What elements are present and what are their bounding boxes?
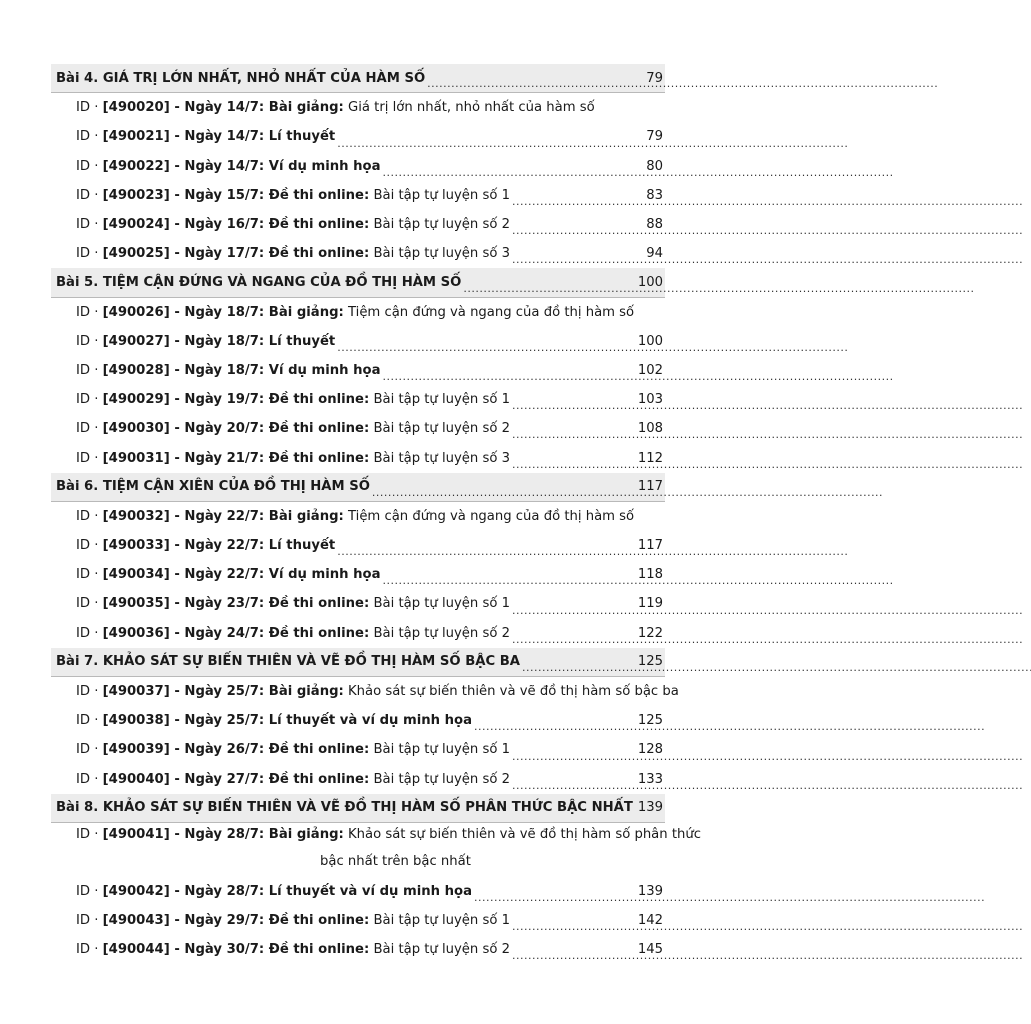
lesson-date: - Ngày 16/7:: [169, 217, 269, 233]
lesson-type: Lí thuyết: [268, 333, 336, 349]
lesson-code: [490033]: [102, 538, 170, 554]
lesson-description-continued: bậc nhất trên bậc nhất: [320, 854, 471, 870]
lesson-code: [490031]: [102, 450, 170, 466]
dot-leader: [512, 774, 636, 794]
dot-leader: [512, 599, 636, 619]
lesson-code: [490040]: [102, 771, 170, 787]
lesson-code: [490042]: [102, 883, 170, 899]
page-number: 79: [646, 129, 663, 145]
lesson-type: Đề thi online:: [268, 625, 370, 641]
lesson-code: [490032]: [102, 508, 170, 524]
lesson-description: Khảo sát sự biến thiên và vẽ đồ thị hàm số bậc ba: [343, 684, 679, 700]
lesson-type: Đề thi online:: [268, 913, 370, 929]
lesson-code: [490041]: [102, 827, 170, 843]
id-prefix: ID ·: [76, 392, 103, 408]
toc-entry[interactable]: [76, 210, 665, 239]
lesson-code: [490022]: [102, 158, 170, 174]
toc-entry[interactable]: [76, 122, 665, 151]
lesson-code: [490024]: [102, 217, 170, 233]
toc-entry[interactable]: [76, 589, 665, 618]
dot-leader: [372, 481, 636, 501]
toc-entry-continuation: [76, 847, 665, 877]
toc-entry[interactable]: [76, 906, 665, 935]
lesson-code: [490021]: [102, 129, 170, 145]
dot-leader: [512, 219, 644, 239]
page-number: 100: [637, 333, 663, 349]
lesson-code: [490027]: [102, 333, 170, 349]
lesson-description: Bài tập tự luyện số 1: [369, 596, 510, 612]
dot-leader: [512, 190, 644, 210]
lesson-description: Tiệm cận đứng và ngang của đồ thị hàm số: [343, 508, 635, 524]
id-prefix: ID ·: [76, 827, 103, 843]
page-number: 102: [637, 362, 663, 378]
lesson-code: [490043]: [102, 913, 170, 929]
page-number: 94: [646, 246, 663, 262]
lesson-date: - Ngày 30/7:: [169, 942, 269, 958]
lesson-date: - Ngày 15/7:: [169, 187, 269, 203]
lesson-description: Bài tập tự luyện số 2: [369, 421, 510, 437]
lesson-type: Bài giảng:: [268, 827, 344, 843]
toc-entry[interactable]: [76, 327, 665, 356]
lesson-type: Đề thi online:: [268, 187, 370, 203]
page-number: 83: [646, 187, 663, 203]
lesson-date: - Ngày 14/7:: [169, 158, 269, 174]
toc-section-heading[interactable]: [51, 64, 665, 93]
lesson-date: - Ngày 23/7:: [169, 596, 269, 612]
dot-leader: [512, 628, 636, 648]
lesson-date: - Ngày 22/7:: [169, 567, 269, 583]
page-number: 117: [637, 479, 663, 495]
section-title: Bài 8. KHẢO SÁT SỰ BIẾN THIÊN VÀ VẼ ĐỒ THỊ HÀM SỐ PHÂN THỨC BẬC NHẤT: [56, 800, 633, 816]
dot-leader: [512, 394, 636, 414]
lesson-date: - Ngày 19/7:: [169, 392, 269, 408]
dot-leader: [512, 745, 636, 765]
dot-leader: [635, 802, 636, 822]
lesson-type: Đề thi online:: [268, 771, 370, 787]
lesson-code: [490036]: [102, 625, 170, 641]
lesson-code: [490026]: [102, 304, 170, 320]
id-prefix: ID ·: [76, 538, 103, 554]
lesson-code: [490028]: [102, 362, 170, 378]
lesson-description: Bài tập tự luyện số 3: [369, 246, 510, 262]
page-number: 119: [637, 596, 663, 612]
lesson-description: Bài tập tự luyện số 1: [369, 913, 510, 929]
toc-entry[interactable]: [76, 181, 665, 210]
page-number: 88: [646, 217, 663, 233]
page-number: 118: [637, 567, 663, 583]
lesson-code: [490034]: [102, 567, 170, 583]
toc-entry[interactable]: [76, 356, 665, 385]
id-prefix: ID ·: [76, 158, 103, 174]
lesson-type: Ví dụ minh họa: [268, 362, 381, 378]
toc-entry[interactable]: [76, 877, 665, 906]
dot-leader: [512, 423, 636, 443]
id-prefix: ID ·: [76, 421, 103, 437]
lesson-code: [490035]: [102, 596, 170, 612]
page-number: 117: [637, 538, 663, 554]
toc-entry[interactable]: [76, 935, 665, 964]
page-number: 125: [637, 713, 663, 729]
lesson-description: Bài tập tự luyện số 2: [369, 217, 510, 233]
lesson-date: - Ngày 25/7:: [169, 713, 269, 729]
id-prefix: ID ·: [76, 625, 103, 641]
lesson-date: - Ngày 26/7:: [169, 742, 269, 758]
id-prefix: ID ·: [76, 100, 103, 116]
page-number: 112: [637, 450, 663, 466]
lesson-date: - Ngày 18/7:: [169, 304, 269, 320]
toc-section-heading[interactable]: [51, 794, 665, 823]
lesson-type: Lí thuyết và ví dụ minh họa: [268, 883, 473, 899]
toc-entry[interactable]: [76, 531, 665, 560]
page-number: 100: [637, 274, 663, 290]
toc-entry[interactable]: [76, 765, 665, 794]
lesson-type: Lí thuyết: [268, 538, 336, 554]
lesson-description: Bài tập tự luyện số 1: [369, 392, 510, 408]
lesson-type: Bài giảng:: [268, 684, 344, 700]
toc-section-heading[interactable]: [51, 268, 665, 297]
lesson-code: [490023]: [102, 187, 170, 203]
page-number: 128: [637, 742, 663, 758]
dot-leader: [474, 886, 636, 906]
lesson-type: Đề thi online:: [268, 450, 370, 466]
section-title: Bài 5. TIỆM CẬN ĐỨNG VÀ NGANG CỦA ĐỒ THỊ HÀM SỐ: [56, 274, 462, 290]
dot-leader: [512, 453, 636, 473]
lesson-date: - Ngày 28/7:: [169, 827, 269, 843]
dot-leader: [383, 365, 636, 385]
id-prefix: ID ·: [76, 942, 103, 958]
id-prefix: ID ·: [76, 713, 103, 729]
page-number: 139: [637, 800, 663, 816]
toc-entry[interactable]: [76, 239, 665, 268]
id-prefix: ID ·: [76, 450, 103, 466]
lesson-code: [490025]: [102, 246, 170, 262]
dot-leader: [337, 132, 644, 152]
dot-leader: [522, 656, 636, 676]
lesson-description: Khảo sát sự biến thiên và vẽ đồ thị hàm số phân thức: [343, 827, 701, 843]
page-number: 125: [637, 654, 663, 670]
lesson-code: [490038]: [102, 713, 170, 729]
toc-entry[interactable]: [76, 443, 665, 472]
dot-leader: [512, 944, 636, 964]
lesson-date: - Ngày 22/7:: [169, 508, 269, 524]
lesson-description: Giá trị lớn nhất, nhỏ nhất của hàm số: [343, 100, 595, 116]
dot-leader: [512, 915, 636, 935]
lesson-description: Bài tập tự luyện số 3: [369, 450, 510, 466]
id-prefix: ID ·: [76, 596, 103, 612]
lesson-type: Lí thuyết và ví dụ minh họa: [268, 713, 473, 729]
toc-entry[interactable]: [76, 152, 665, 181]
toc-entry[interactable]: [76, 706, 665, 735]
dot-leader: [383, 569, 636, 589]
lesson-code: [490044]: [102, 942, 170, 958]
lesson-date: - Ngày 22/7:: [169, 538, 269, 554]
id-prefix: ID ·: [76, 304, 103, 320]
id-prefix: ID ·: [76, 217, 103, 233]
lesson-type: Ví dụ minh họa: [268, 158, 381, 174]
dot-leader: [474, 715, 636, 735]
lesson-type: Đề thi online:: [268, 742, 370, 758]
lesson-description: Bài tập tự luyện số 2: [369, 942, 510, 958]
page-number: 108: [637, 421, 663, 437]
id-prefix: ID ·: [76, 913, 103, 929]
table-of-contents: [0, 64, 721, 964]
page-number: 103: [637, 392, 663, 408]
lesson-description: Bài tập tự luyện số 1: [369, 742, 510, 758]
lesson-type: Bài giảng:: [268, 100, 344, 116]
id-prefix: ID ·: [76, 362, 103, 378]
lesson-type: Bài giảng:: [268, 304, 344, 320]
lesson-type: Lí thuyết: [268, 129, 336, 145]
toc-entry[interactable]: [76, 735, 665, 764]
toc-entry[interactable]: [76, 414, 665, 443]
page-number: 79: [646, 70, 663, 86]
lesson-date: - Ngày 18/7:: [169, 333, 269, 349]
lesson-date: - Ngày 20/7:: [169, 421, 269, 437]
lesson-type: Đề thi online:: [268, 246, 370, 262]
dot-leader: [427, 72, 644, 92]
toc-entry[interactable]: [76, 619, 665, 648]
id-prefix: ID ·: [76, 129, 103, 145]
lesson-description: Bài tập tự luyện số 2: [369, 771, 510, 787]
lesson-date: - Ngày 28/7:: [169, 883, 269, 899]
dot-leader: [512, 248, 644, 268]
lesson-type: Đề thi online:: [268, 421, 370, 437]
lesson-date: - Ngày 18/7:: [169, 362, 269, 378]
lesson-code: [490030]: [102, 421, 170, 437]
id-prefix: ID ·: [76, 684, 103, 700]
page-number: 80: [646, 158, 663, 174]
lesson-description: Tiệm cận đứng và ngang của đồ thị hàm số: [343, 304, 635, 320]
lesson-code: [490029]: [102, 392, 170, 408]
lesson-code: [490037]: [102, 684, 170, 700]
lesson-description: Bài tập tự luyện số 1: [369, 187, 510, 203]
dot-leader: [463, 277, 635, 297]
id-prefix: ID ·: [76, 742, 103, 758]
section-title: Bài 4. GIÁ TRỊ LỚN NHẤT, NHỎ NHẤT CỦA HÀM SỐ: [56, 70, 426, 86]
page-number: 133: [637, 771, 663, 787]
lesson-date: - Ngày 21/7:: [169, 450, 269, 466]
toc-entry[interactable]: [76, 502, 665, 531]
dot-leader: [383, 161, 645, 181]
lesson-type: Đề thi online:: [268, 392, 370, 408]
lesson-type: Ví dụ minh họa: [268, 567, 381, 583]
id-prefix: ID ·: [76, 771, 103, 787]
id-prefix: ID ·: [76, 187, 103, 203]
section-title: Bài 7. KHẢO SÁT SỰ BIẾN THIÊN VÀ VẼ ĐỒ THỊ HÀM SỐ BẬC BA: [56, 654, 520, 670]
page-number: 142: [637, 913, 663, 929]
lesson-code: [490020]: [102, 100, 170, 116]
lesson-description: Bài tập tự luyện số 2: [369, 625, 510, 641]
lesson-date: - Ngày 14/7:: [169, 100, 269, 116]
toc-entry[interactable]: [76, 385, 665, 414]
toc-entry[interactable]: [76, 93, 665, 122]
id-prefix: ID ·: [76, 246, 103, 262]
lesson-type: Đề thi online:: [268, 942, 370, 958]
toc-entry[interactable]: [76, 298, 665, 327]
page-number: 122: [637, 625, 663, 641]
lesson-code: [490039]: [102, 742, 170, 758]
toc-section-heading[interactable]: [51, 648, 665, 677]
lesson-date: - Ngày 14/7:: [169, 129, 269, 145]
section-title: Bài 6. TIỆM CẬN XIÊN CỦA ĐỒ THỊ HÀM SỐ: [56, 479, 370, 495]
lesson-date: - Ngày 25/7:: [169, 684, 269, 700]
toc-entry[interactable]: [76, 823, 701, 847]
lesson-type: Đề thi online:: [268, 596, 370, 612]
lesson-type: Đề thi online:: [268, 217, 370, 233]
id-prefix: ID ·: [76, 883, 103, 899]
page-number: 145: [637, 942, 663, 958]
id-prefix: ID ·: [76, 508, 103, 524]
lesson-date: - Ngày 17/7:: [169, 246, 269, 262]
lesson-type: Bài giảng:: [268, 508, 344, 524]
toc-section-heading[interactable]: [51, 473, 665, 502]
id-prefix: ID ·: [76, 333, 103, 349]
id-prefix: ID ·: [76, 567, 103, 583]
lesson-date: - Ngày 27/7:: [169, 771, 269, 787]
dot-leader: [337, 540, 636, 560]
toc-entry[interactable]: [76, 677, 679, 706]
lesson-date: - Ngày 24/7:: [169, 625, 269, 641]
lesson-date: - Ngày 29/7:: [169, 913, 269, 929]
dot-leader: [337, 336, 636, 356]
toc-entry[interactable]: [76, 560, 665, 589]
page-number: 139: [637, 883, 663, 899]
